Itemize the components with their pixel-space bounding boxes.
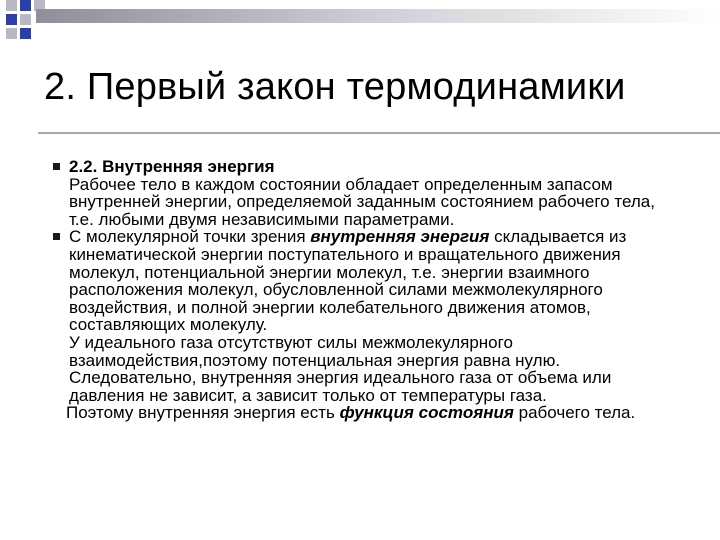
square-bullet-icon <box>53 163 60 170</box>
emphasis-term: внутренняя энергия <box>310 227 490 247</box>
text-segment: Поэтому внутренняя энергия есть <box>66 403 340 423</box>
text-segment: С молекулярной точки зрения <box>69 227 311 247</box>
deco-square <box>6 0 17 11</box>
conclusion-paragraph <box>52 404 682 422</box>
title-divider <box>38 132 720 134</box>
bullet-item-internal-energy <box>52 158 682 228</box>
text-segment: рабочего тела. <box>513 403 636 423</box>
slide-body <box>52 158 682 422</box>
header-bar <box>36 9 720 23</box>
emphasis-term: функция состояния <box>339 403 514 423</box>
bullet-text: Рабочее тело в каждом состоянии обладает определенным запасом внутренней энергии, определяемой заданным состоянием рабочего тела, т.е. любыми двумя независимыми параметрами. <box>69 174 655 229</box>
text-segment: складывается из кинематической энергии поступательного и вращательного движения молекул, потенциальной энергии молекул, т.е. энергии взаимного расположения молекул, обусловленной силами межмолекулярного воздействия, и полной энергии колебательного движения атомов, составляющих молекулу. <box>69 227 627 335</box>
deco-square <box>6 14 17 25</box>
slide-title: 2. Первый закон термодинамики <box>44 66 626 108</box>
header-decoration <box>0 0 720 40</box>
bullet-text <box>69 228 682 334</box>
bullet-item-molecular-view <box>52 228 682 404</box>
deco-square <box>20 14 31 25</box>
section-heading: 2.2. Внутренняя энергия <box>69 157 275 176</box>
deco-square <box>20 0 31 11</box>
deco-square <box>20 28 31 39</box>
deco-square <box>6 28 17 39</box>
square-bullet-icon <box>53 233 60 240</box>
ideal-gas-paragraph: У идеального газа отсутствуют силы межмолекулярного взаимодействия,поэтому потенциальная энергия равна нулю. Следовательно, внутренняя энергия идеального газа от объема или давления не зависит, а зависит только от температуры газа. <box>69 332 612 405</box>
